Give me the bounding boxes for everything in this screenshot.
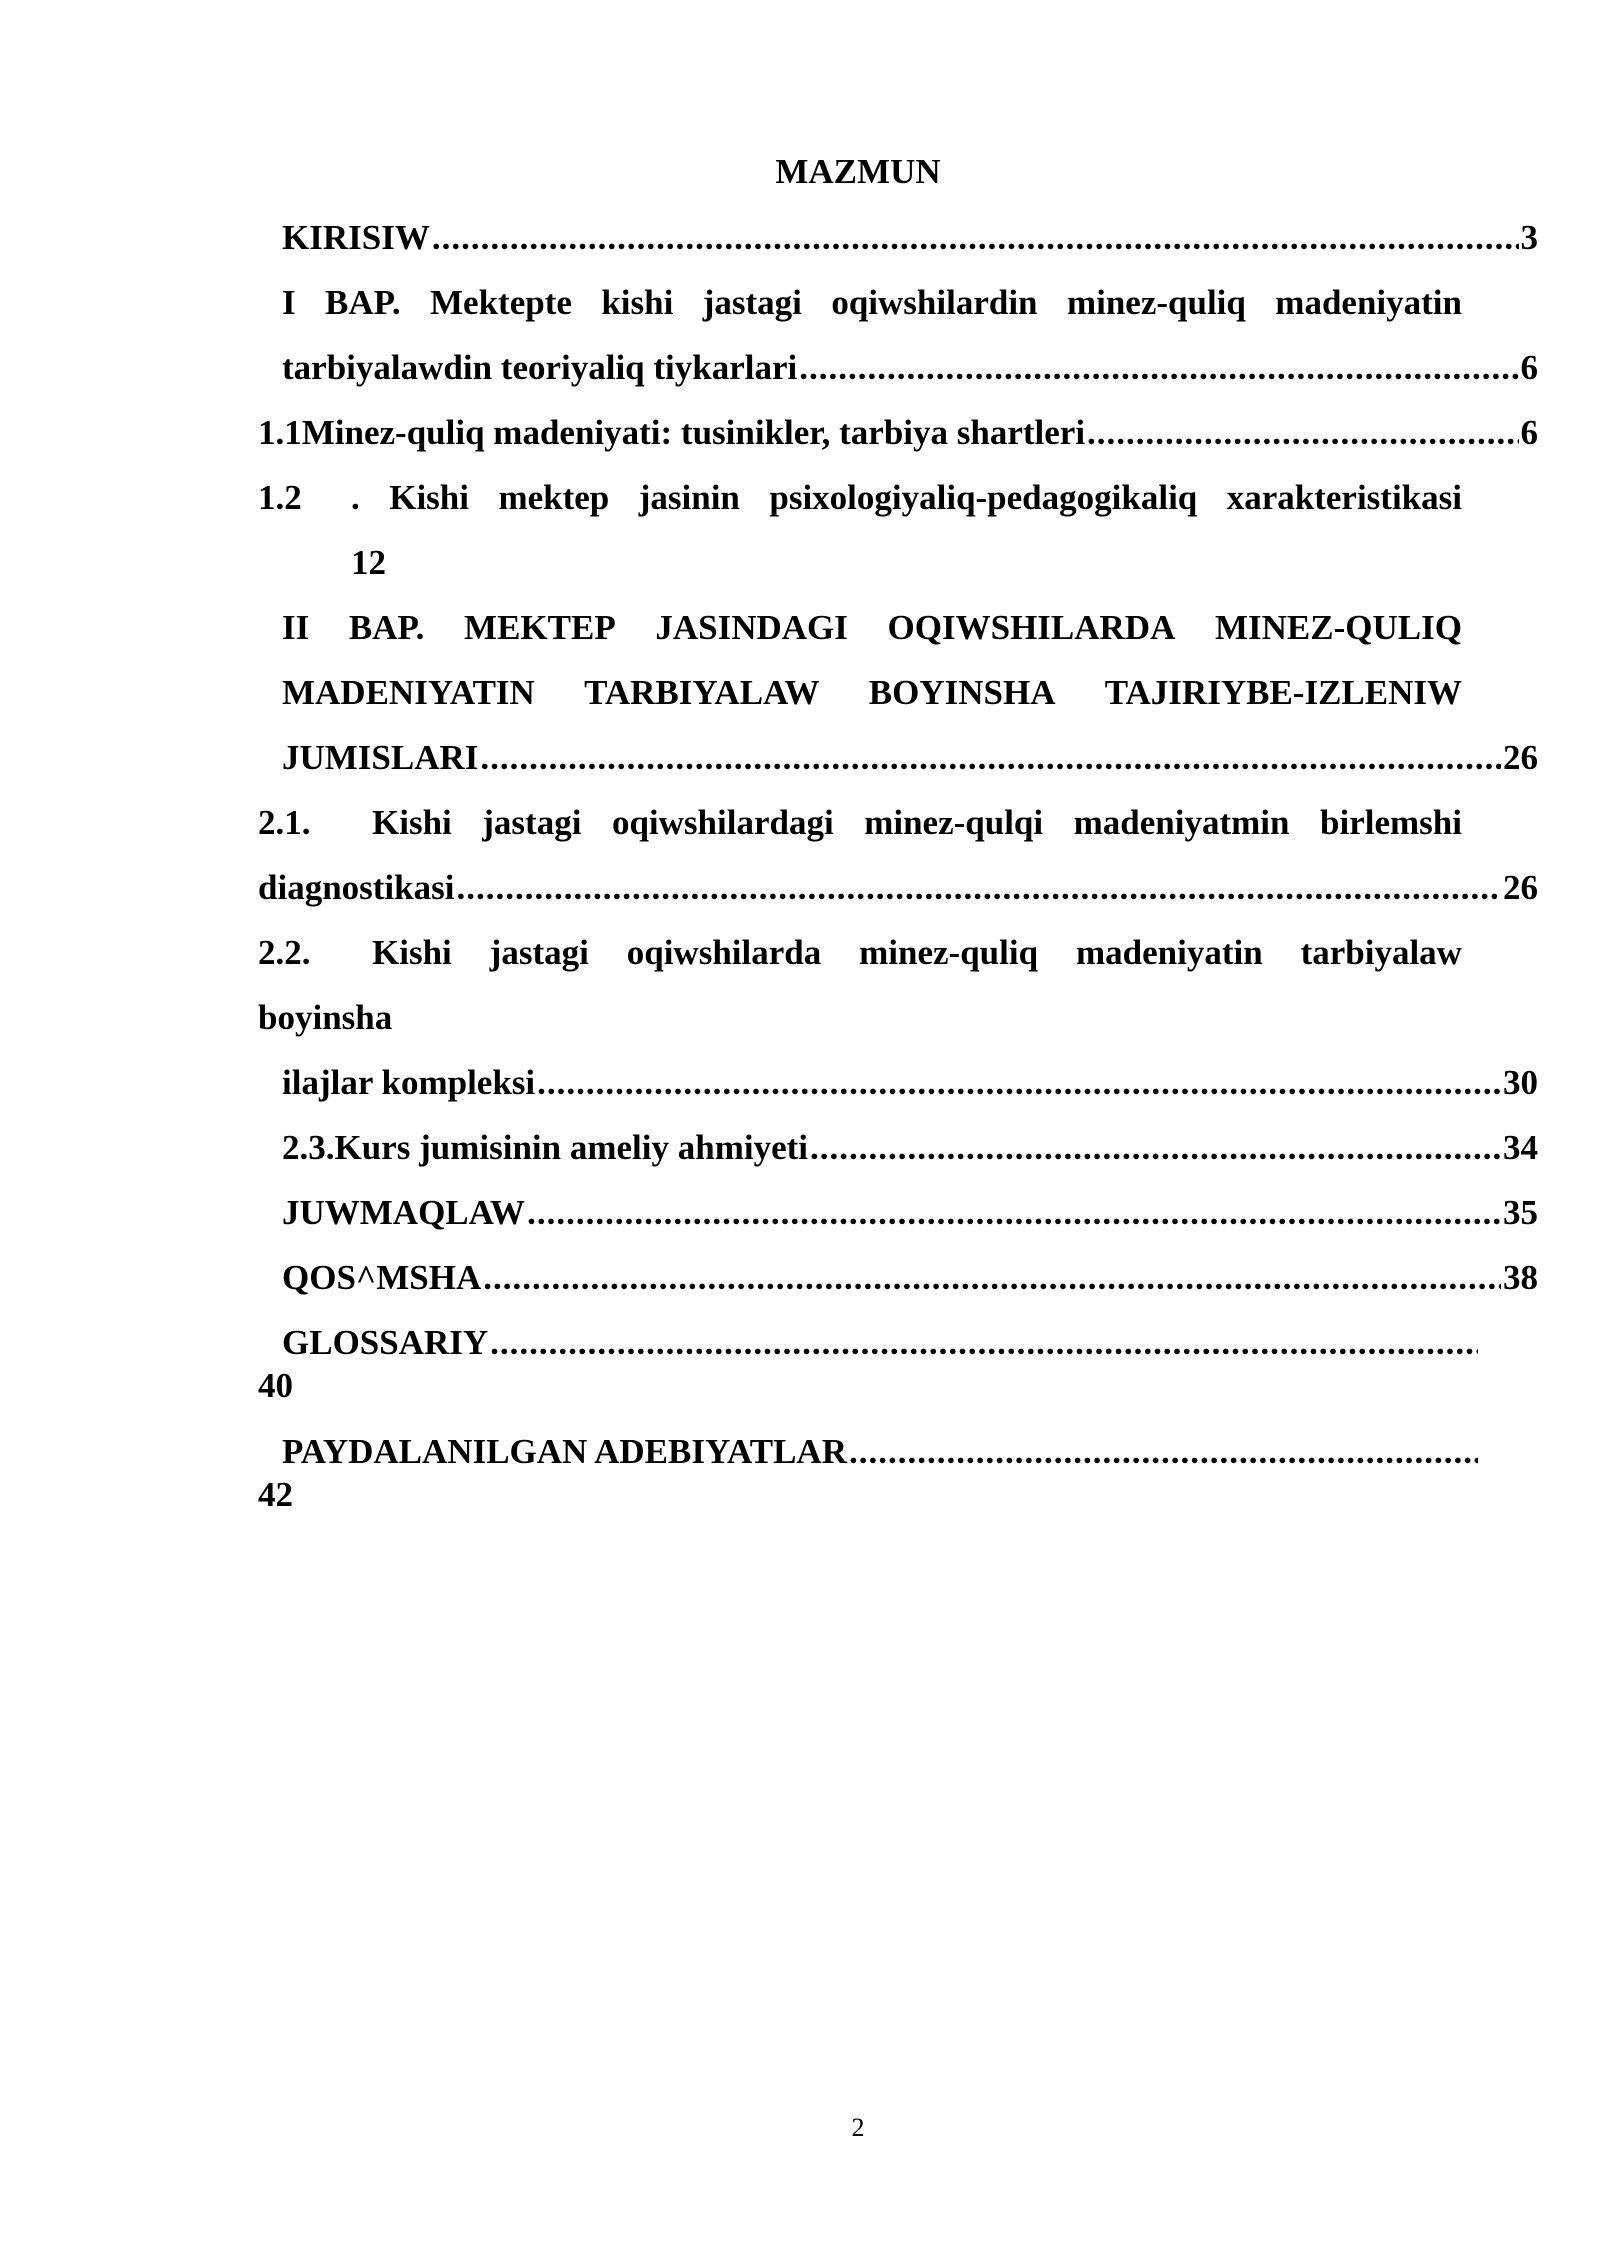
toc-label: Kurs jumisinin ameliy ahmiyeti [334,1128,808,1167]
toc-entry-2-3 [282,1124,1538,1172]
toc-word: Kishi [372,803,452,842]
toc-label: Minez-quliq madeniyati: tusinikler, tarbiya shartleri [301,413,1086,452]
toc-label: JUWMAQLAW [282,1193,526,1232]
toc-word: oqiwshilarda [626,933,822,972]
toc-page-number: 42 [258,1475,293,1514]
toc-entry-qosimsha [282,1254,1538,1302]
toc-label: ilajlar kompleksi [282,1063,536,1102]
toc-word: mektep [498,478,610,517]
toc-word: Kishi [372,933,452,972]
toc-page-number: 35 [1503,1193,1538,1232]
toc-word: OQIWSHILARDA [887,608,1176,647]
toc-section-number: 1.1 [258,413,302,452]
toc-label: GLOSSARIY [282,1323,489,1362]
toc-word: xarakteristikasi [1226,478,1462,517]
toc-word: minez-quliq [859,933,1039,972]
dot-leader [480,734,1501,782]
page-footer-number: 2 [851,2113,865,2142]
toc-word: MEKTEP [464,608,616,647]
toc-word: TARBIYALAW [584,673,820,712]
dot-leader [810,1124,1501,1172]
toc-word: Kishi [389,478,469,517]
dot-leader [490,1319,1478,1367]
toc-word: I [282,283,296,322]
toc-entry-2-1-line2 [258,864,1538,912]
toc-word: minez-quliq [1066,283,1246,322]
toc-page-number: 6 [1520,348,1538,387]
toc-section-number: 2.2. [258,933,311,972]
toc-entry-2-1-line1 [372,799,1462,847]
dot-leader [432,214,1519,262]
toc-page-number: 30 [1503,1063,1538,1102]
toc-word: MINEZ-QULIQ [1214,608,1462,647]
toc-continuation: boyinsha [258,998,393,1037]
dot-leader [527,1189,1501,1237]
dot-leader [483,1254,1501,1302]
toc-section-number: 1.2 [258,478,302,517]
toc-word: JASINDAGI [655,608,848,647]
toc-page-number: 40 [258,1366,293,1405]
toc-word: BOYINSHA [868,673,1056,712]
toc-word: madeniyatin [1075,933,1263,972]
toc-entry-1-1 [258,409,1538,457]
toc-word: Mektepte [430,283,572,322]
toc-label: KIRISIW [282,218,430,257]
toc-label: QOS^MSHA [282,1258,482,1297]
toc-word: madeniyatin [1275,283,1462,322]
toc-word: BAP. [348,608,425,647]
toc-entry-adebiyatlar [282,1428,1480,1476]
dot-leader [849,1428,1478,1476]
toc-entry-chapter2-line2 [282,669,1462,717]
toc-page-number: 6 [1520,413,1538,452]
toc-word: minez-qulqi [864,803,1044,842]
toc-label: diagnostikasi [258,868,455,907]
toc-label: PAYDALANILGAN ADEBIYATLAR [282,1432,847,1471]
toc-label: JUMISLARI [282,738,479,777]
toc-word: oqiwshilardagi [611,803,834,842]
toc-entry-chapter2-line1 [282,604,1462,652]
toc-entry-kirisiw [282,214,1538,262]
toc-page-number: 3 [1520,218,1538,257]
toc-word: oqiwshilardin [831,283,1038,322]
toc-page-number: 12 [351,543,386,582]
toc-word: jasinin [638,478,740,517]
toc-word: jastagi [489,933,589,972]
toc-entry-2-2-line1 [372,929,1462,977]
dot-leader [1087,409,1518,457]
toc-entry-chapter1-line1 [282,279,1462,327]
toc-word: kishi [601,283,674,322]
toc-entry-chapter1-line2 [282,344,1538,392]
toc-page-number: 34 [1503,1128,1538,1167]
toc-entry-2-2-line3 [282,1059,1538,1107]
toc-entry-juwmaqlaw [282,1189,1538,1237]
toc-word: II [282,608,310,647]
toc-section-number: 2.1. [258,803,311,842]
toc-word: BAP. [325,283,401,322]
toc-word: birlemshi [1320,803,1462,842]
dot-leader [456,864,1501,912]
dot-leader [537,1059,1501,1107]
toc-entry-1-2-line1 [351,474,1462,522]
toc-section-number: 2.3. [282,1128,335,1167]
toc-word: psixologiyaliq-pedagogikaliq [769,478,1198,517]
toc-page-number: 26 [1503,738,1538,777]
toc-label: tarbiyalawdin teoriyaliq tiykarlari [282,348,798,387]
toc-word: madeniyatmin [1073,803,1290,842]
dot-leader [799,344,1518,392]
toc-entry-chapter2-line3 [282,734,1538,782]
page-title: MAZMUN [775,152,941,191]
toc-word: . [351,478,360,517]
toc-word: tarbiyalaw [1300,933,1462,972]
toc-word: jastagi [482,803,582,842]
toc-word: TAJIRIYBE-IZLENIW [1104,673,1462,712]
toc-entry-glossariy [282,1319,1480,1367]
toc-page-number: 26 [1503,868,1538,907]
toc-word: jastagi [702,283,802,322]
toc-page-number: 38 [1503,1258,1538,1297]
toc-word: MADENIYATIN [282,673,535,712]
